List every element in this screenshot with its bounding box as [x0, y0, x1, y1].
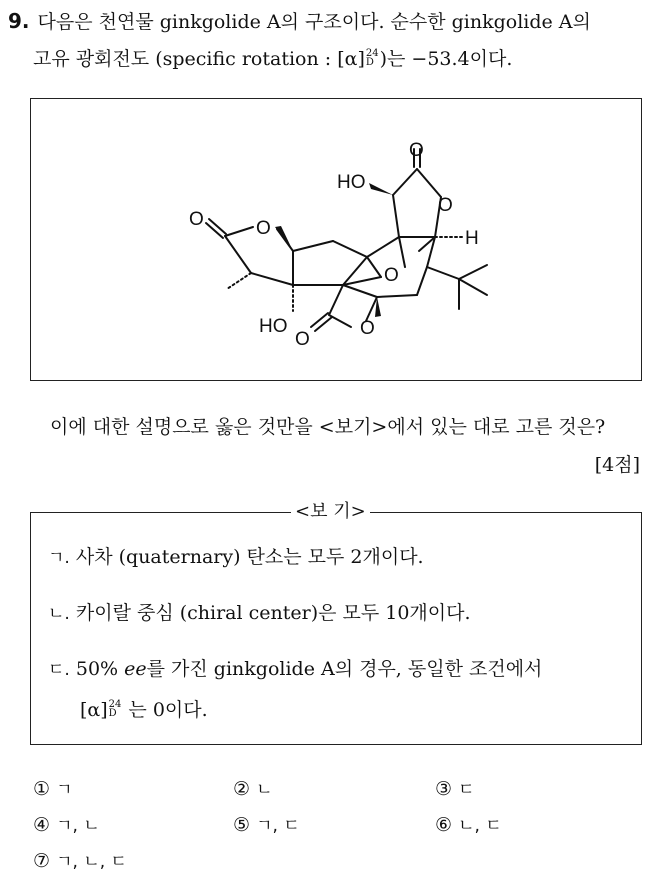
question-number: 9.: [8, 9, 30, 33]
atom-label: O: [189, 209, 204, 230]
bond: [206, 223, 223, 238]
bogi-item-3: [48, 656, 542, 683]
ginkgolide-structure: [31, 99, 641, 380]
bond: [225, 236, 251, 273]
choice-label: ㄱ, ㄷ: [256, 816, 300, 836]
atom-label: O: [360, 318, 375, 339]
choice-3[interactable]: [435, 776, 475, 803]
bogi-item-text: 카이랄 중심 (chiral center)은 모두 10개이다.: [75, 602, 471, 624]
choice-4[interactable]: [33, 812, 100, 839]
atom-label: O: [295, 329, 310, 350]
bond: [329, 285, 343, 315]
rotation-superscript: 24: [365, 48, 379, 59]
question-prompt: 이에 대한 설명으로 옳은 것만을 <보기>에서 있는 대로 고른 것은?: [50, 416, 606, 438]
rotation-symbol-2: [α]: [80, 699, 108, 721]
question-line-2: [33, 46, 512, 72]
atom-label: O: [438, 195, 453, 216]
bond: [225, 227, 253, 236]
bogi-item-1: [48, 544, 424, 571]
bogi-item-marker: ㄴ.: [48, 604, 70, 624]
bond: [427, 267, 459, 279]
bond: [343, 285, 377, 297]
bogi-item-marker: ㄷ.: [48, 660, 70, 680]
choice-number: ①: [33, 778, 51, 800]
bond: [417, 169, 441, 197]
bond: [367, 257, 381, 277]
bond: [293, 241, 333, 251]
rotation-scripts-2: [109, 700, 122, 718]
atom-label: HO: [337, 172, 366, 193]
bond: [209, 219, 226, 234]
bogi-item-2: [48, 600, 471, 627]
choice-label: ㄱ, ㄴ, ㄷ: [56, 852, 127, 872]
points-label: [4점]: [594, 454, 640, 476]
choice-label: ㄱ, ㄴ: [56, 816, 100, 836]
choice-number: ⑤: [233, 814, 251, 836]
bogi-title: <보 기>: [291, 500, 370, 524]
choice-2[interactable]: [233, 776, 273, 803]
atom-label: HO: [259, 316, 288, 337]
atom-label: O: [409, 140, 424, 161]
choice-label: ㄷ: [458, 780, 475, 800]
bond: [393, 195, 399, 237]
atom-label: O: [384, 265, 399, 286]
question-line-1: [8, 8, 591, 35]
bond: [399, 237, 405, 267]
structure-figure: [30, 98, 642, 381]
question-text-1: 다음은 천연물 ginkgolide A의 구조이다. 순수한 ginkgolide A의: [37, 11, 591, 33]
choice-number: ④: [33, 814, 51, 836]
bond: [377, 295, 417, 297]
choice-label: ㄱ: [56, 780, 73, 800]
choice-number: ③: [435, 778, 453, 800]
atom-label: O: [256, 218, 271, 239]
choice-1[interactable]: [33, 776, 73, 803]
bond: [393, 169, 417, 195]
bogi-item-marker: ㄱ.: [48, 548, 70, 568]
choice-number: ⑥: [435, 814, 453, 836]
rotation-subscript-2: D: [108, 708, 117, 719]
rotation-superscript-2: 24: [108, 699, 122, 710]
bond: [333, 241, 367, 257]
choice-label: ㄴ, ㄷ: [458, 816, 502, 836]
bond: [227, 273, 251, 289]
choice-number: ②: [233, 778, 251, 800]
rotation-subscript: D: [365, 57, 374, 68]
bogi-item-text-pre: 50%: [75, 658, 125, 680]
rotation-scripts: [366, 49, 379, 67]
question-text-2-post: )는 −53.4이다.: [379, 48, 513, 70]
choice-7[interactable]: [33, 848, 127, 875]
bond: [311, 313, 328, 327]
bond: [459, 279, 487, 295]
choice-number: ⑦: [33, 850, 51, 872]
bogi-item-text: 사차 (quaternary) 탄소는 모두 2개이다.: [75, 546, 424, 568]
atom-label: H: [465, 228, 479, 249]
question-text-2-pre: 고유 광회전도 (specific rotation :: [33, 48, 338, 70]
bond: [315, 317, 332, 331]
bond: [251, 273, 293, 285]
bogi-item-3-line2-text: 는 0이다.: [122, 699, 208, 721]
bogi-item-text-post: 를 가진 ginkgolide A의 경우, 동일한 조건에서: [146, 658, 543, 680]
wedge-bond: [275, 226, 293, 251]
rotation-symbol: [α]: [337, 48, 365, 70]
bond: [459, 265, 487, 279]
choice-label: ㄴ: [256, 780, 273, 800]
choice-6[interactable]: [435, 812, 502, 839]
wedge-bond: [369, 183, 393, 195]
bond: [367, 237, 399, 257]
bond: [417, 267, 427, 295]
choice-5[interactable]: [233, 812, 300, 839]
bogi-item-ee: ee: [124, 658, 147, 680]
bogi-item-3-line-2: [80, 697, 208, 723]
